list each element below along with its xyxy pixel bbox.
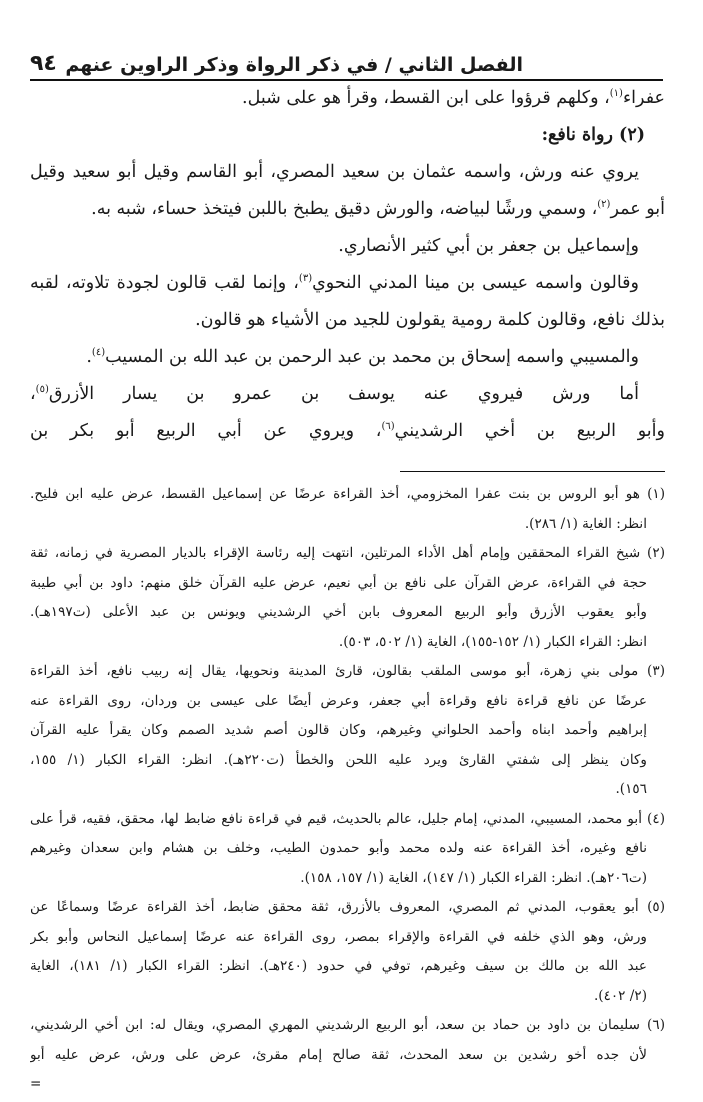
footnote-ref[interactable]: (٦) (381, 421, 395, 433)
footnote-line: عبد الله بن مالك بن سيف وغيرهم، توفي في حدود (٢٤٠هـ). انظر: القراء الكبار (١/ ١٨١)، الغاية (30, 958, 648, 974)
text-line: بذلك نافع، وقالون كلمة رومية يقولون للجيد من الأشياء هو قالون. (195, 310, 665, 330)
footnote-line: نافع وغيره، أخذ القراءة عنه ولده محمد وأبو حمدون الطيب، وخلف بن هشام وابن سعدان وغيرهم (30, 840, 647, 856)
footnote-line: ١٥٦). (615, 781, 647, 797)
footnote-6 (30, 1011, 665, 1100)
footnote-line: انظر: القراء الكبار (١/ ١٥٢-١٥٥)، الغاية (١/ ٥٠٢، ٥٠٣). (338, 633, 647, 650)
footnote-line: (٣) مولى بني زهرة، أبو موسى الملقب بقالون، قارئ المدينة ونحويها، يقال إنه ربيب نافع، أخذ القراءة (30, 663, 665, 679)
footnote-line: (٥) أبو يعقوب، المدني ثم المصري، المعروف بالأزرق، ثقة محقق ضابط، أخذ القراءة عرضًا وسماعًا عن (30, 899, 665, 915)
footnote-4 (30, 805, 665, 894)
footnote-3 (30, 657, 665, 805)
continuation-mark: = (30, 1076, 42, 1092)
section-heading: (٢) رواة نافع: (541, 125, 645, 145)
footnote-line: (٦) سليمان بن داود بن حماد بن سعد، أبو الربيع الرشديني المهري المصري، ويقال له: ابن أخي الرشديني، (30, 1017, 665, 1033)
footnote-line: (ت٢٠٦هـ). انظر: القراء الكبار (١/ ١٤٧)، الغاية (١/ ١٥٧، ١٥٨). (300, 869, 647, 886)
footnote-separator (400, 471, 665, 472)
text-line: وقالون واسمه عيسى بن مينا المدني النحوي$^{(٣)}$، وإنما لقب قالون لجودة تلاوته، لقبه (30, 273, 639, 293)
main-text (30, 80, 665, 450)
footnote-ref[interactable]: (٣) (298, 273, 313, 285)
footnote-ref[interactable]: (٤) (91, 347, 106, 359)
footnote-ref[interactable]: (٢) (597, 199, 611, 211)
page-number: ٩٤ (30, 51, 57, 76)
footnote-ref[interactable]: (١) (609, 88, 623, 100)
footnote-line: انظر: الغاية (١/ ٢٨٦). (524, 515, 647, 532)
text-line: يروي عنه ورش، واسمه عثمان بن سعيد المصري، أبو القاسم وقيل أبو سعيد وقيل (30, 162, 639, 182)
text-line: أما ورش فيروي عنه يوسف بن عمرو بن يسار الأزرق$^{(٥)}$، (30, 384, 639, 404)
text-line: والمسيبي واسمه إسحاق بن محمد بن عبد الرحمن بن عبد الله بن المسيب$^{(٤)}$. (86, 347, 639, 367)
footnote-line: (٢) شيخ القراء المحققين وإمام أهل الأداء المرتلين، انتهت إليه رئاسة الإقراء بالديار المصرية في زمانه، ثقة (30, 545, 665, 561)
footnote-line: ورش، وهو الذي خلفه في القراءة والإقراء بمصر، روى القراءة عنه عرضًا إسماعيل النحاس وأبو بكر (30, 928, 647, 945)
footnote-line: وأبو يعقوب الأزرق وأبو الربيع المعروف بابن أخي الرشديني ويونس بن عبد الأعلى (ت١٩٧هـ). (30, 604, 647, 620)
footnote-line: لأن جده أخو رشدين بن سعد المحدث، ثقة صالح إمام مقرئ، عرض على ورش، عرض عليه أبو (30, 1046, 647, 1063)
footnote-line: (٢/ ٤٠٢). (593, 987, 647, 1004)
footnote-line: عرضًا عن نافع قراءة نافع وقراءة أبي جعفر، وعرض أيضًا على عيسى بن وردان، روى القراءة عنه (30, 692, 647, 709)
footnote-1 (30, 480, 665, 539)
footnote-line: (٤) أبو محمد، المسيبي، المدني، إمام جليل، عالم بالحديث، قيم في قراءة نافع ضابط لها، محقق، فقيه، قرأ على (30, 810, 665, 827)
footnote-5 (30, 893, 665, 1011)
footnotes (30, 480, 665, 1100)
text-line: أبو عمر$^{(٢)}$، وسمي ورشًا لبياضه، والورش دقيق يطبخ باللبن فيتخذ حساء، شبه به. (91, 199, 665, 219)
footnote-ref[interactable]: (٥) (35, 384, 49, 396)
footnote-2 (30, 539, 665, 657)
text-line: وإسماعيل بن جعفر بن أبي كثير الأنصاري. (338, 236, 639, 256)
footnote-line: إبراهيم وأحمد ابناه وأحمد الحلواني وغيرهم، وكان قالون أصم شديد الصمم وكان يقرأ عليه القرآن (30, 722, 647, 738)
text-line: عفراء$^{(١)}$، وكلهم قرؤوا على ابن القسط، وقرأ هو على شبل. (242, 88, 665, 108)
text-line: وأبو الربيع بن أخي الرشديني$^{(٦)}$، ويروي عن أبي الربيع أبو بكر بن (30, 421, 665, 441)
footnote-line: وكان ينظر إلى شفتي القارئ ويرد عليه اللحن والخطأ (ت٢٢٠هـ). انظر: القراء الكبار (١/ ١٥٥، (30, 751, 647, 768)
footnote-line: حجة في القراءة، عرض القرآن على نافع بن أبي نعيم، عرض عليه القرآن خلق منهم: داود بن أبي طيبة (30, 574, 647, 591)
chapter-title: الفصل الثاني / في ذكر الرواة وذكر الراوين عنهم (65, 54, 523, 76)
footnote-line: (١) هو أبو الروس بن بنت عفرا المخزومي، أخذ القراءة عرضًا عن إسماعيل القسط، عرض عليه ابن فليح. (30, 486, 665, 502)
page-header (30, 42, 663, 81)
